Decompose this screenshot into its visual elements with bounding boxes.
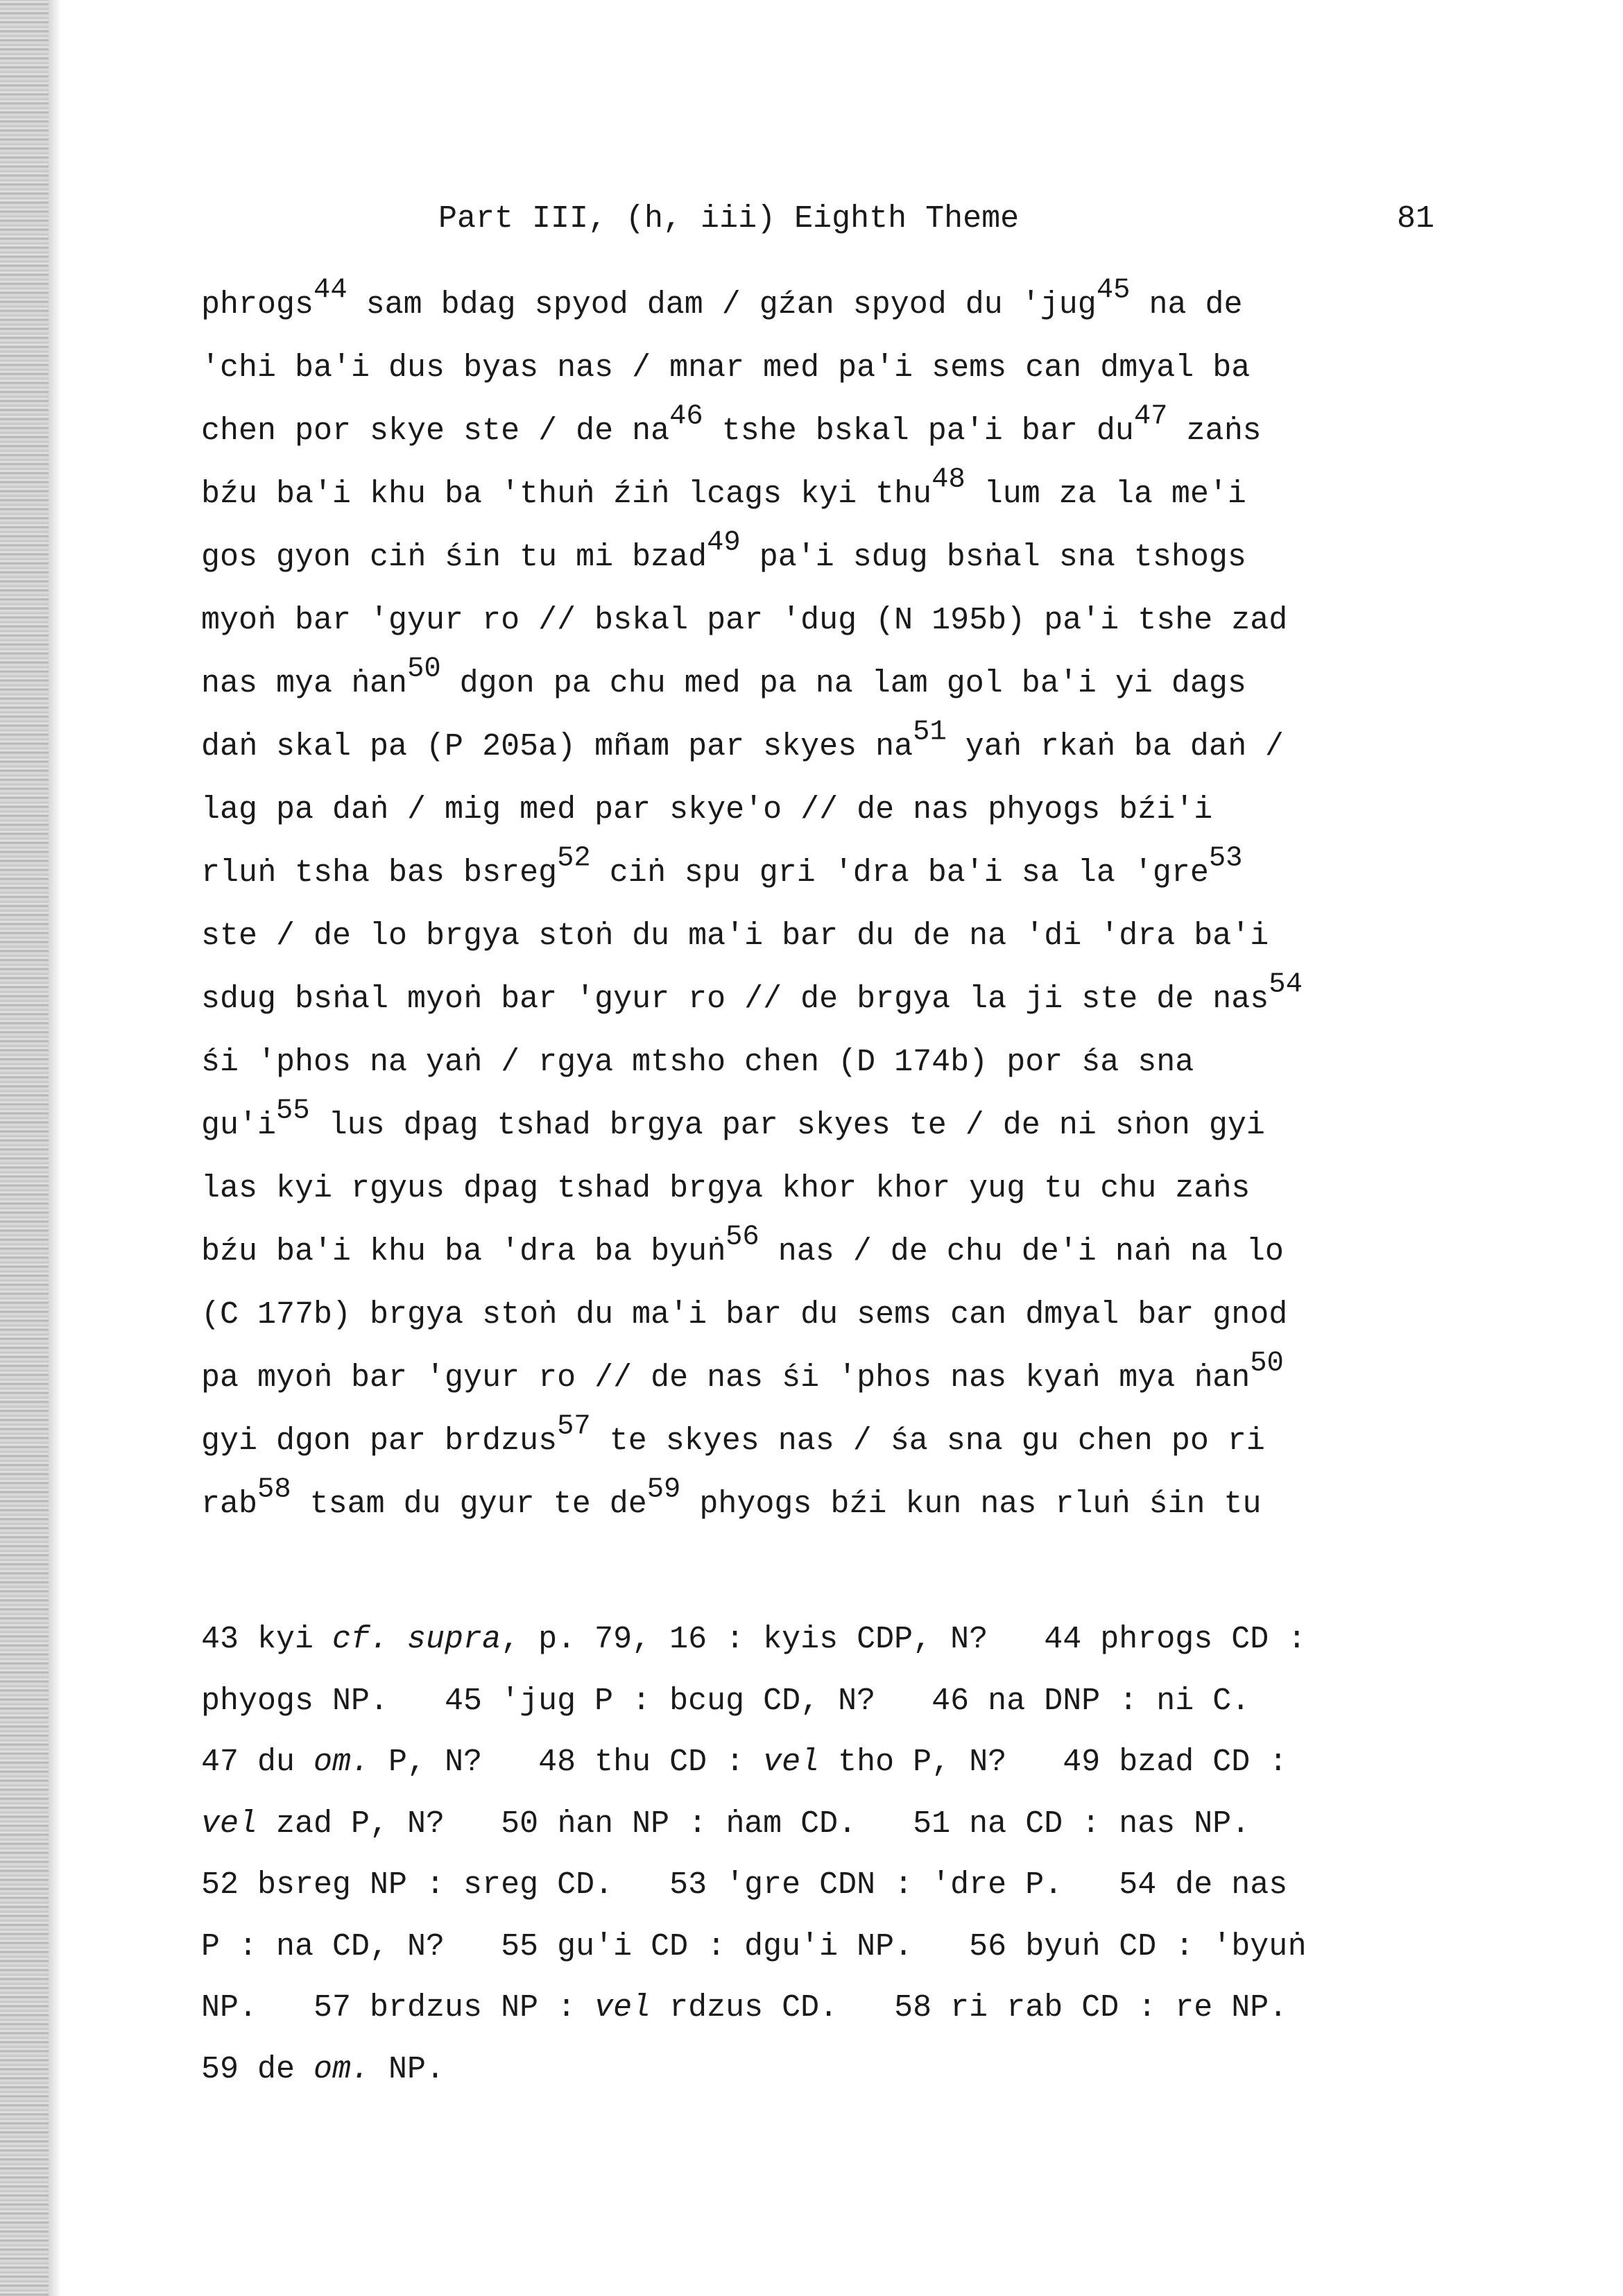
text-line [201, 841, 1477, 905]
text-line [201, 778, 1477, 841]
italic-text: vel [763, 1745, 820, 1780]
text-run: ciṅ spu gri 'dra ba'i sa la 'gre [590, 855, 1209, 891]
italic-text: om. [314, 1745, 370, 1780]
text-run: phyogs NP. 45 'jug P : bcug CD, N? 46 na DNP : ni C. [201, 1683, 1251, 1719]
footnote-ref: 56 [725, 1221, 759, 1253]
text-run: rdzus CD. 58 ri rab CD : re NP. [651, 1990, 1288, 2025]
text-run: daṅ skal pa (P 205a) mñam par skyes na [201, 729, 913, 764]
scan-edge-shadow [0, 0, 49, 2296]
text-line [201, 652, 1477, 715]
footnote-ref: 57 [557, 1410, 591, 1443]
footnote-ref: 49 [707, 526, 741, 559]
running-header [0, 201, 1623, 250]
text-run: lag pa daṅ / mig med par skye'o // de nas phyogs bźi'i [201, 792, 1213, 828]
text-line [201, 1094, 1477, 1157]
footnote-ref: 54 [1269, 968, 1303, 1001]
footnotes [201, 1609, 1477, 2100]
text-line [201, 526, 1477, 589]
text-run: lum za la me'i [965, 477, 1246, 512]
text-run: yaṅ rkaṅ ba daṅ / [946, 729, 1284, 764]
footnote-line [201, 2039, 1477, 2101]
footnote-ref: 59 [646, 1473, 681, 1506]
text-run: tshe bskal pa'i bar du [703, 413, 1134, 449]
text-line [201, 1346, 1477, 1410]
text-run: gos gyon ciṅ śin tu mi bzad [201, 540, 707, 575]
text-run: nas / de chu de'i naṅ na lo [759, 1234, 1284, 1269]
text-run: ste / de lo brgya stoṅ du ma'i bar du de na 'di 'dra ba'i [201, 918, 1269, 954]
text-run: sam bdag spyod dam / gźan spyod du 'jug [347, 287, 1097, 323]
footnote-ref: 48 [931, 463, 965, 496]
footnote-ref: 51 [913, 716, 947, 748]
text-run: phyogs bźi kun nas rluṅ śin tu [680, 1487, 1262, 1522]
text-run: pa'i sdug bsṅal sna tshogs [740, 540, 1246, 575]
italic-text: vel [201, 1806, 258, 1842]
text-line [201, 1157, 1477, 1220]
text-run: dgon pa chu med pa na lam gol ba'i yi dags [440, 666, 1246, 701]
text-line [201, 1410, 1477, 1473]
text-run: chen por skye ste / de na [201, 413, 670, 449]
text-run: NP. 57 brdzus NP : [201, 1990, 595, 2025]
footnote-ref: 58 [257, 1473, 291, 1506]
text-run: nas mya ṅan [201, 666, 408, 701]
text-line [201, 715, 1477, 778]
text-run: rab [201, 1487, 258, 1522]
footnote-line [201, 1978, 1477, 2039]
text-run: 'chi ba'i dus byas nas / mnar med pa'i sems can dmyal ba [201, 350, 1251, 386]
text-run: gu'i [201, 1108, 277, 1143]
footnote-line [201, 1917, 1477, 1978]
footnote-line [201, 1671, 1477, 1733]
text-run: gyi dgon par brdzus [201, 1423, 558, 1459]
text-run: myoṅ bar 'gyur ro // bskal par 'dug (N 195b) pa'i tshe zad [201, 603, 1288, 638]
text-line [201, 589, 1477, 652]
text-run: bźu ba'i khu ba 'dra ba byuṅ [201, 1234, 726, 1269]
text-run: 47 du [201, 1745, 314, 1780]
text-run: na de [1130, 287, 1243, 323]
text-run: te skyes nas / śa sna gu chen po ri [590, 1423, 1265, 1459]
footnote-ref: 53 [1208, 842, 1243, 875]
footnote-ref: 50 [1250, 1347, 1284, 1380]
text-run: tsam du gyur te de [291, 1487, 647, 1522]
italic-text: vel [594, 1990, 651, 2025]
footnote-line [201, 1609, 1477, 1671]
main-text [201, 273, 1477, 1536]
text-run: pa myoṅ bar 'gyur ro // de nas śi 'phos nas kyaṅ mya ṅan [201, 1360, 1251, 1396]
text-run: sdug bsṅal myoṅ bar 'gyur ro // de brgya la ji ste de nas [201, 982, 1269, 1017]
text-line [201, 1220, 1477, 1283]
text-line [201, 400, 1477, 463]
footnote-ref: 46 [669, 400, 703, 433]
footnote-ref: 55 [276, 1095, 310, 1127]
footnote-line [201, 1732, 1477, 1794]
footnote-ref: 45 [1096, 274, 1131, 307]
text-run: tho P, N? 49 bzad CD : [819, 1745, 1288, 1780]
footnote-ref: 44 [314, 274, 347, 307]
text-line [201, 1031, 1477, 1094]
text-run: bźu ba'i khu ba 'thuṅ źiṅ lcags kyi thu [201, 477, 932, 512]
text-line [201, 273, 1477, 336]
footnote-line [201, 1855, 1477, 1917]
text-run: P, N? 48 thu CD : [370, 1745, 764, 1780]
footnote-line [201, 1794, 1477, 1856]
text-run: rluṅ tsha bas bsreg [201, 855, 558, 891]
text-run: zaṅs [1167, 413, 1262, 449]
text-line [201, 905, 1477, 968]
text-run: 43 kyi [201, 1622, 333, 1657]
text-run: P : na CD, N? 55 gu'i CD : dgu'i NP. 56 byuṅ CD : 'byuṅ [201, 1928, 1307, 1964]
text-line [201, 968, 1477, 1031]
text-run: zad P, N? 50 ṅan NP : ṅam CD. 51 na CD : nas NP. [257, 1806, 1251, 1842]
footnote-ref: 47 [1133, 400, 1168, 433]
text-run: phrogs [201, 287, 314, 323]
footnote-ref: 50 [407, 653, 441, 685]
text-run: 59 de [201, 2051, 314, 2087]
text-run: las kyi rgyus dpag tshad brgya khor khor yug tu chu zaṅs [201, 1171, 1251, 1206]
scan-edge-fade [49, 0, 61, 2296]
text-run: 52 bsreg NP : sreg CD. 53 'gre CDN : 'dre P. 54 de nas [201, 1867, 1288, 1903]
page-number: 81 [1397, 201, 1435, 237]
text-line [201, 336, 1477, 400]
text-run: NP. [370, 2051, 445, 2087]
text-run: (C 177b) brgya stoṅ du ma'i bar du sems can dmyal bar gnod [201, 1297, 1288, 1333]
header-title: Part III, (h, iii) Eighth Theme [438, 201, 1020, 237]
italic-text: cf. supra [332, 1622, 501, 1657]
text-run: lus dpag tshad brgya par skyes te / de ni sṅon gyi [309, 1108, 1265, 1143]
text-line [201, 463, 1477, 526]
text-run: , p. 79, 16 : kyis CDP, N? 44 phrogs CD : [501, 1622, 1307, 1657]
text-line [201, 1473, 1477, 1536]
italic-text: om. [314, 2051, 370, 2087]
text-run: śi 'phos na yaṅ / rgya mtsho chen (D 174b) por śa sna [201, 1045, 1194, 1080]
footnote-ref: 52 [557, 842, 591, 875]
text-line [201, 1283, 1477, 1346]
